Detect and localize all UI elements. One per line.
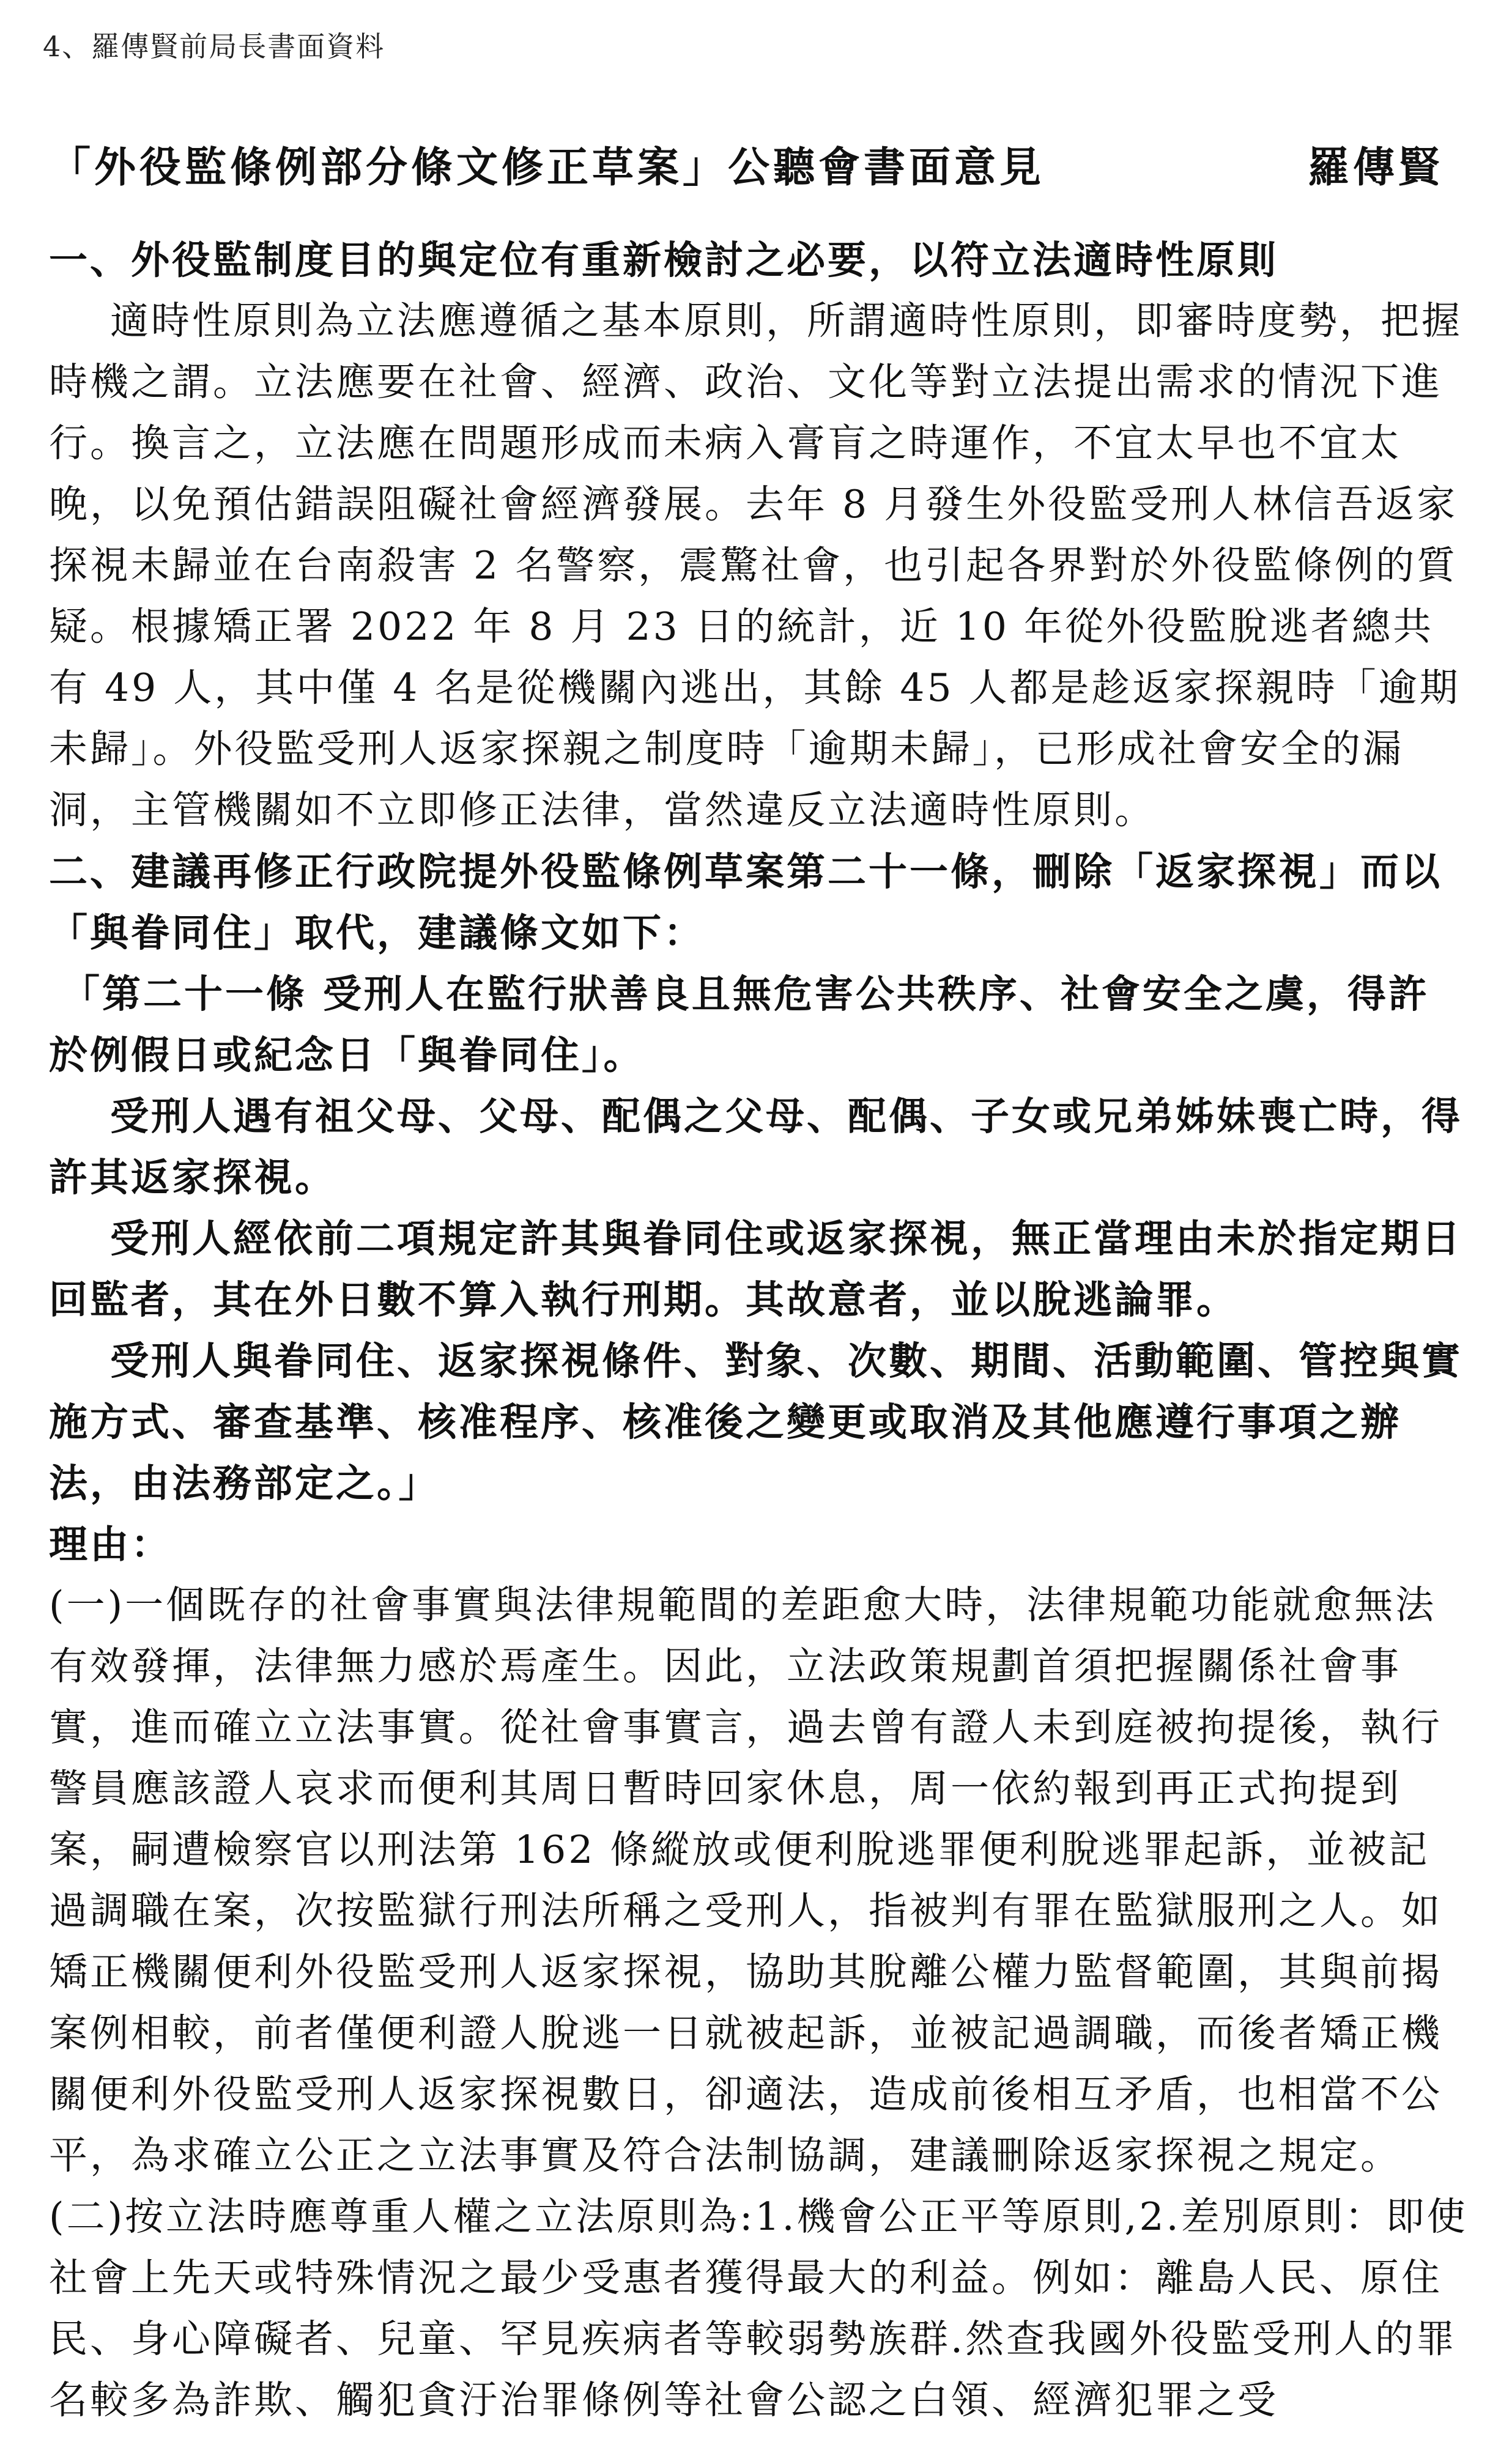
section-heading-2: 二、建議再修正行政院提外役監條例草案第二十一條，刪除「返家探視」而以「與眷同住」取代，建議條文如下：	[49, 849, 1442, 955]
proposed-article-clause: 「第二十一條 受刑人在監行狀善良且無危害公共秩序、社會安全之虞，得許於例假日或紀念日「與眷同住」。	[49, 971, 1429, 1078]
section-heading-1: 一、外役監制度目的與定位有重新檢討之必要，以符立法適時性原則	[49, 237, 1278, 283]
paragraph: 適時性原則為立法應遵循之基本原則，所謂適時性原則，即審時度勢，把握時機之謂。立法應要在社會、經濟、政治、文化等對立法提出需求的情況下進行。換言之，立法應在問題形成而未病入膏肓之時運作，不宜太早也不宜太晚，以免預估錯誤阻礙社會經濟發展。去年 8 月發生外役監受刑人林信吾返家探視未歸並在台南殺害 2 名警察，震驚社會，也引起各界對於外役監條例的質疑。根據矯正署 2022 年 8 月 23 日的統計，近 10 年從外役監脫逃者總共有 49 人，其中僅 4 名是從機關內逃出，其餘 45 人都是趁返家探親時「逾期未歸」。外役監受刑人返家探親之制度時「逾期未歸」，已形成社會安全的漏洞，主管機關如不立即修正法律，當然違反立法適時性原則。	[49, 298, 1462, 832]
reasons-heading: 理由：	[49, 1522, 172, 1567]
proposed-article-clause: 受刑人與眷同住、返家探視條件、對象、次數、期間、活動範圍、管控與實施方式、審查基準、核准程序、核准後之變更或取消及其他應遵行事項之辦法，由法務部定之。」	[49, 1338, 1462, 1506]
title-text: 「外役監條例部分條文修正草案」公聽會書面意見	[49, 143, 1045, 192]
proposed-article-clause: 受刑人遇有祖父母、父母、配偶之父母、配偶、子女或兄弟姊妹喪亡時，得許其返家探視。	[49, 1093, 1462, 1200]
author-name: 羅傳賢	[1307, 143, 1444, 192]
document-title	[49, 135, 1456, 194]
reason-paragraph: (一)一個既存的社會事實與法律規範間的差距愈大時，法律規範功能就愈無法有效發揮，法律無力感於焉產生。因此，立法政策規劃首須把握關係社會事實，進而確立立法事實。從社會事實言，過去曾有證人未到庭被拘提後，執行警員應該證人哀求而便利其周日暫時回家休息，周一依約報到再正式拘提到案，嗣遭檢察官以刑法第 162 條縱放或便利脫逃罪便利脫逃罪起訴，並被記過調職在案，次按監獄行刑法所稱之受刑人，指被判有罪在監獄服刑之人。如矯正機關便利外役監受刑人返家探視，協助其脫離公權力監督範圍，其與前揭案例相較，前者僅便利證人脫逃一日就被起訴，並被記過調職，而後者矯正機關便利外役監受刑人返家探視數日，卻適法，造成前後相互矛盾，也相當不公平，為求確立公正之立法事實及符合法制協調，建議刪除返家探視之規定。	[49, 1583, 1442, 2178]
proposed-article-clause: 受刑人經依前二項規定許其與眷同住或返家探視，無正當理由未於指定期日回監者，其在外日數不算入執行刑期。其故意者，並以脫逃論罪。	[49, 1216, 1462, 1322]
reason-paragraph: (二)按立法時應尊重人權之立法原則為:1.機會公正平等原則,2.差別原則：即使社會上先天或特殊情況之最少受惠者獲得最大的利益。例如：離島人民、原住民、身心障礙者、兒童、罕見疾病者等較弱勢族群.然查我國外役監受刑人的罪名較多為詐欺、觸犯貪汙治罪條例等社會公認之白領、經濟犯罪之受	[49, 2194, 1468, 2422]
page-label: 4、羅傳賢前局長書面資料	[43, 30, 385, 63]
document-body	[49, 229, 1468, 2431]
